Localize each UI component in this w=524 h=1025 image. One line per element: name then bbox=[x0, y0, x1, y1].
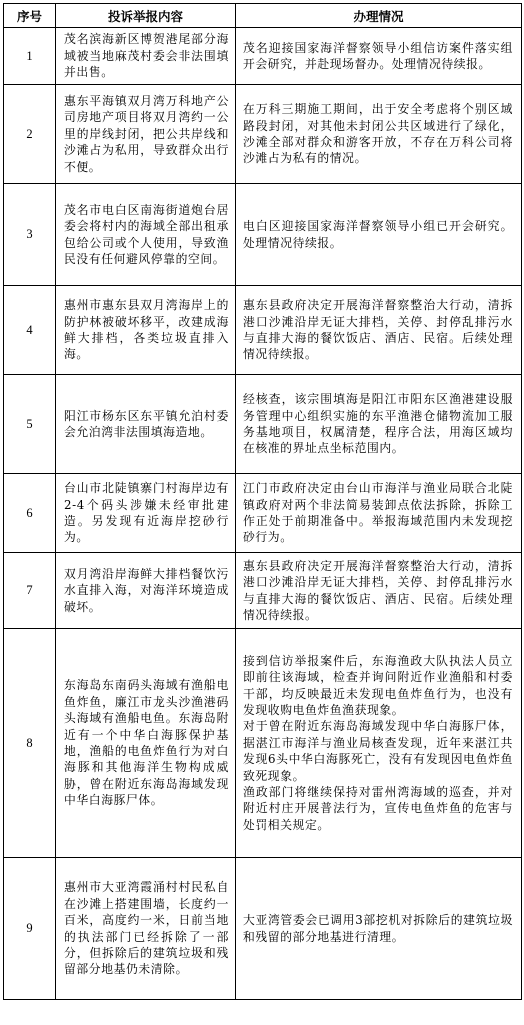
result-paragraph: 渔政部门将继续保持对雷州湾海域的巡查，并对附近村庄开展普法行为，宣传电鱼炸鱼的危害与处罚相关规定。 bbox=[243, 785, 513, 832]
header-result: 办理情况 bbox=[236, 4, 522, 28]
table-row bbox=[4, 858, 522, 1000]
row-index: 8 bbox=[4, 629, 56, 858]
result-paragraph: 对于曾在附近东海岛海域发现中华白海豚尸体，据湛江市海洋与渔业局核查发现，近年来湛江共发现6头中华白海豚死亡，没有有发现因电鱼炸鱼致死现象。 bbox=[243, 719, 513, 783]
complaint-cell: 双月湾沿岸海鲜大排档餐饮污水直排入海，对海洋环境造成破坏。 bbox=[56, 553, 236, 629]
row-index: 2 bbox=[4, 85, 56, 184]
row-index: 5 bbox=[4, 375, 56, 474]
row-index: 4 bbox=[4, 286, 56, 375]
complaint-cell: 惠东平海镇双月湾万科地产公司房地产项目将双月湾约一公里的岸线封闭，把公共岸线和沙滩占为私用，导致群众出行不便。 bbox=[56, 85, 236, 184]
complaint-cell: 茂名滨海新区博贺港尾部分海域被当地麻茂村委会非法围填并出售。 bbox=[56, 28, 236, 85]
row-index: 6 bbox=[4, 474, 56, 553]
result-cell bbox=[236, 286, 522, 375]
row-index: 1 bbox=[4, 28, 56, 85]
complaint-cell: 阳江市杨东区东平镇允泊村委会允泊湾非法围填海造地。 bbox=[56, 375, 236, 474]
result-cell bbox=[236, 474, 522, 553]
complaint-cell: 惠州市惠东县双月湾海岸上的防护林被破坏移平，改建成海鲜大排档，各类垃圾直排入海。 bbox=[56, 286, 236, 375]
result-paragraph: 大亚湾管委会已调用3部挖机对拆除后的建筑垃圾和残留的部分地基进行清理。 bbox=[243, 913, 513, 944]
result-paragraph: 电白区迎接国家海洋督察领导小组已开会研究。处理情况待续报。 bbox=[243, 219, 513, 250]
result-cell bbox=[236, 85, 522, 184]
result-paragraph: 惠东县政府决定开展海洋督察整治大行动，清拆港口沙滩沿岸无证大排档，关停、封停乱排污水与直排大海的餐饮饭店、酒店、民宿。后续处理情况待续报。 bbox=[243, 298, 513, 362]
complaint-cell: 东海岛东南码头海域有渔船电鱼炸鱼，廉江市龙头沙渔港码头海域有渔船电鱼。东海岛附近有一个中华白海豚保护基地，渔船的电鱼炸鱼行为对白海豚和其他海洋生物构成威胁，曾在附近东海岛海域发现中华白海豚尸体。 bbox=[56, 629, 236, 858]
complaint-table bbox=[3, 3, 522, 1000]
table-row bbox=[4, 28, 522, 85]
header-index: 序号 bbox=[4, 4, 56, 28]
row-index: 7 bbox=[4, 553, 56, 629]
result-paragraph: 经核查，该宗围填海是阳江市阳东区渔港建设服务管理中心组织实施的东平渔港仓储物流加工服务基地项目，权属清楚，程序合法，用海区域均在核准的界址点坐标范围内。 bbox=[243, 392, 513, 456]
complaint-cell: 惠州市大亚湾霞涌村村民私自在沙滩上搭建围墙，长度约一百米，高度约一米，日前当地的执法部门已经拆除了一部分，但拆除后的建筑垃圾和残留部分地基仍未清除。 bbox=[56, 858, 236, 1000]
table-row bbox=[4, 375, 522, 474]
result-paragraph: 惠东县政府决定开展海洋督察整治大行动，清拆港口沙滩沿岸无证大排档，关停、封停乱排污水与直排大海的餐饮饭店、酒店、民宿。后续处理情况待续报。 bbox=[243, 558, 513, 622]
result-cell bbox=[236, 629, 522, 858]
result-cell bbox=[236, 28, 522, 85]
result-paragraph: 江门市政府决定由台山市海洋与渔业局联合北陡镇政府对两个非法简易装卸点依法拆除，拆除工作正处于前期准备中。举报海域范围内未发现挖砂行为。 bbox=[243, 481, 513, 545]
complaint-cell: 茂名市电白区南海街道炮台居委会将村内的海域全部出租承包给公司或个人使用，导致渔民没有任何避风停靠的空间。 bbox=[56, 184, 236, 286]
table-row bbox=[4, 184, 522, 286]
result-paragraph: 茂名迎接国家海洋督察领导小组信访案件落实组开会研究，并赴现场督办。处理情况待续报。 bbox=[243, 40, 513, 71]
result-cell bbox=[236, 858, 522, 1000]
table-row bbox=[4, 553, 522, 629]
row-index: 9 bbox=[4, 858, 56, 1000]
table-header-row bbox=[4, 4, 522, 28]
table-row bbox=[4, 474, 522, 553]
result-cell bbox=[236, 375, 522, 474]
table-row bbox=[4, 629, 522, 858]
complaint-cell: 台山市北陡镇寨门村海岸边有2-4个码头涉嫌未经审批建造。另发现有近海岸挖砂行为。 bbox=[56, 474, 236, 553]
header-complaint: 投诉举报内容 bbox=[56, 4, 236, 28]
document-page bbox=[3, 3, 521, 1000]
row-index: 3 bbox=[4, 184, 56, 286]
table-row bbox=[4, 286, 522, 375]
result-cell bbox=[236, 184, 522, 286]
table-row bbox=[4, 85, 522, 184]
result-paragraph: 在万科三期施工期间，出于安全考虑将个别区域路段封闭，对其他未封闭公共区域进行了绿化，沙滩全部对群众和游客开放，不存在万科公司将沙滩占为私有的情况。 bbox=[243, 102, 513, 166]
result-cell bbox=[236, 553, 522, 629]
result-paragraph: 接到信访举报案件后，东海渔政大队执法人员立即前往该海域，检查并询问附近作业渔船和村委干部，均反映最近未发现电鱼炸鱼行为，也没有发现收购电鱼炸鱼渔获现象。 bbox=[243, 653, 513, 717]
